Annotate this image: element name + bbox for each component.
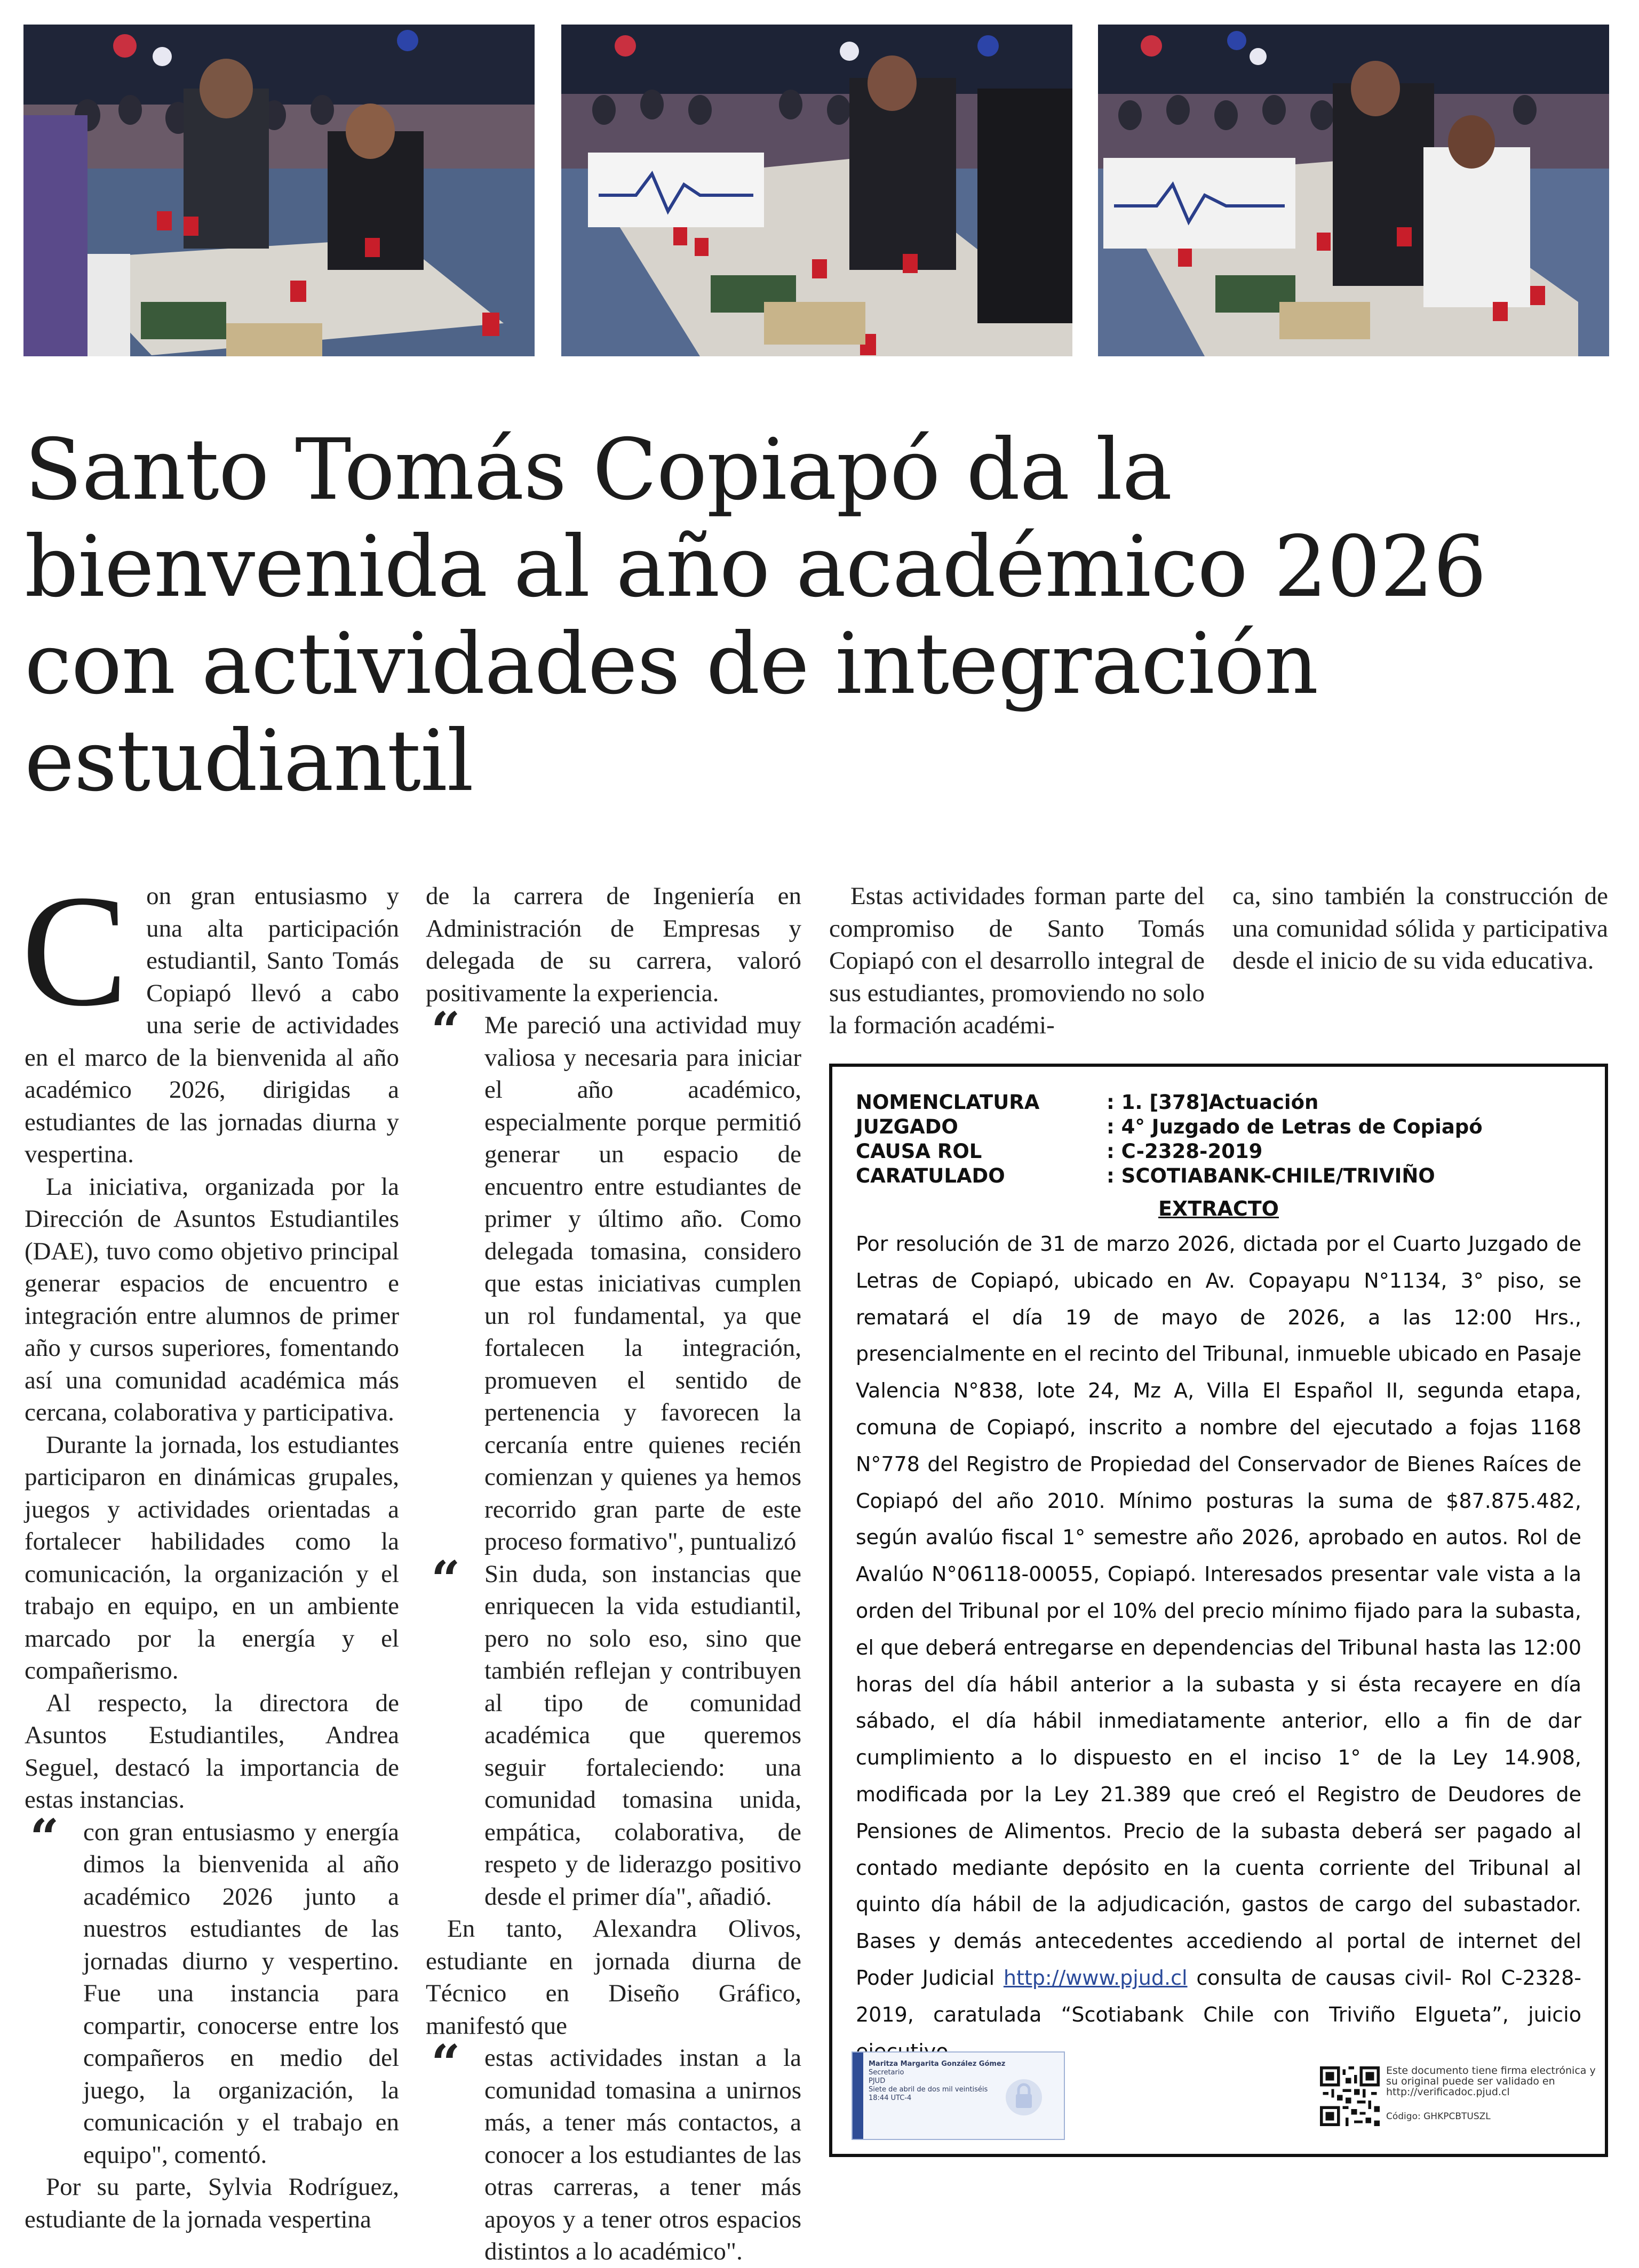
field-label: NOMENCLATURA: [856, 1091, 1040, 1114]
extract-body: Por resolución de 31 de marzo 2026, dictada por el Cuarto Juzgado de Letras de Copiapó, ubicado en Av. Copayapu N°1134, 3° piso, se rematará el día 19 de mayo de 2026, a las 12:00 Hrs., presencialmente en el recinto del Tribunal, inmueble ubicado en Pasaje Valencia N°838, lote 24, Mz A, Villa El Español II, segunda etapa, comuna de Copiapó, inscrito a nombre del ejecutado a fojas 1168 N°778 del Registro de Propiedad del Conservador de Bienes Raíces de Copiapó del año 2010. Mínimo posturas la suma de $87.875.482, según avalúo fiscal 1° semestre año 2026, aprobado en autos. Rol de Avalúo N°06118-00055, Copiapó. Interesados presentar vale vista a la orden del Tribunal por el 10% del precio mínimo fijado para la subasta, el que deberá entregarse en dependencias del Tribunal hasta las 12:00 horas del día hábil anterior a la subasta y si ésta recayere en día sábado, el día hábil inmediatamente anterior, ello a fin de dar cumplimiento a lo dispuesto en el inciso 1° de la Ley 14.908, modificada por la Ley 21.389 que creó el Registro de Deudores de Pensiones de Alimentos. Precio de la subasta deberá ser pagado al contado mediante depósito en la cuenta corriente del Tribunal al quinto día hábil de la adjudicación, gastos de cargo del subastador. Bases y demás antecedentes accediendo al portal de internet del Poder Judicial http://www.pjud.cl consulta de causas civil- Rol C-2328-2019, caratulada “Scotiabank Chile con Triviño Elgueta”, juicio: [856, 1232, 1581, 2026]
photo-1: [23, 25, 535, 356]
paragraph: ca, sino también la construcción de una comunidad sólida y participativa desde el inicio de su vida educativa.: [1232, 882, 1608, 975]
signer-org: PJUD: [869, 2077, 886, 2085]
photo-2: [561, 25, 1072, 356]
paragraph: Por su parte, Sylvia Rodríguez, estudiante de la jornada vespertina: [25, 2173, 399, 2233]
field-value: : 4° Juzgado de Letras de Copiapó: [1107, 1115, 1483, 1138]
quote-paragraph: “ con gran entusiasmo y energía dimos la bienvenida al año académico 2026 junto a nuestros estudiantes de las jornadas diurno y vespertino. Fue una instancia para compartir, conocerse entre los compañeros en medio del juego, la organización, la comunicación y el trabajo en equipo", comentó.: [30, 1808, 399, 2169]
field-value: : C-2328-2019: [1107, 1140, 1263, 1163]
field-label: JUZGADO: [856, 1115, 958, 1138]
quote-paragraph: “ Sin duda, son instancias que enriquecen la vida estudiantil, pero no solo eso, sino que también reflejan y contribuyen al tipo de comunidad académica que queremos seguir fortaleciendo: una comunidad tomasina unida, empática, colaborativa, de respeto y de liderazgo positivo desde el primer día", añadió.: [431, 1550, 801, 1911]
paragraph: de la carrera de Ingeniería en Administración de Empresas y delegada de su carrera, valoró positivamente la experiencia.: [426, 882, 801, 1007]
paragraph: Durante la jornada, los estudiantes participaron en dinámicas grupales, juegos y actividades orientadas a fortalecer habilidades como la comunicación, la organización y el trabajo en equipo, en un ambiente marcado por la energía y el compañerismo.: [25, 1431, 399, 1684]
legal-notice-header: [856, 1090, 1581, 1188]
paragraph: Al respecto, la directora de Asuntos Estudiantiles, Andrea Seguel, destacó la importancia de estas instancias.: [25, 1689, 399, 1814]
pjud-link[interactable]: http://www.pjud.cl: [1003, 1966, 1188, 1990]
electronic-signature-stamp: [852, 2051, 1065, 2140]
signer-name: Maritza Margarita González Gómez: [869, 2060, 1006, 2068]
signature-bar: [853, 2053, 863, 2139]
article-column-1: [21, 862, 399, 2235]
quote-paragraph: “ estas actividades instan a la comunidad tomasina a unirnos más, a tener más contactos, a conocer a los estudiantes de las otras carreras, a tener más apoyos y a tener otros espacios distintos a lo académico".: [431, 2034, 801, 2265]
photo-3: [1098, 25, 1609, 356]
signature-text: [869, 2060, 1005, 2103]
field-value: : 1. [378]Actuación: [1107, 1091, 1319, 1114]
extract-title: EXTRACTO: [1158, 1197, 1279, 1220]
quote-mark-icon: “: [431, 2034, 460, 2093]
signature-time: 18:44 UTC-4: [869, 2094, 912, 2102]
verification-code: Código: GHKPCBTUSZL: [1386, 2111, 1491, 2122]
verification-text: Este documento tiene firma electrónica y su original puede ser validado en http://verificadoc.pjud.cl: [1386, 2065, 1596, 2098]
quote-mark-icon: “: [431, 1550, 460, 1609]
signer-role: Secretario: [869, 2069, 904, 2077]
article-column-2: [426, 880, 801, 2268]
qr-code-icon[interactable]: [1320, 2066, 1380, 2126]
legal-notice-box: [829, 1064, 1608, 2157]
quote-paragraph: “ Me pareció una actividad muy valiosa y necesaria para iniciar el año académico, especialmente porque permitió generar un espacio de encuentro entre estudiantes de primer y último año. Como delegada tomasina, considero que estas iniciativas cumplen un rol fundamental, ya que fortalecen la integración, promueven el sentido de pertenencia y favorecen la cercanía entre quienes recién comienzan y quienes ya hemos recorrido gran parte de este proceso formativo", puntualizó: [431, 1001, 801, 1555]
quote-mark-icon: “: [30, 1808, 59, 1867]
paragraph: Estas actividades forman parte del compromiso de Santo Tomás Copiapó con el desarrollo integral de sus estudiantes, promoviendo no solo la formación académi-: [829, 882, 1205, 1039]
field-label: CAUSA ROL: [856, 1140, 982, 1163]
drop-cap: C: [21, 862, 129, 1039]
headline: Santo Tomás Copiapó da la bienvenida al año académico 2026 con actividades de integración estudiantil: [25, 421, 1486, 810]
lock-icon: [1005, 2074, 1043, 2117]
article-column-3: [829, 880, 1205, 1042]
field-label: CARATULADO: [856, 1164, 1005, 1187]
field-value: : SCOTIABANK-CHILE/TRIVIÑO: [1107, 1164, 1435, 1187]
signature-date: Siete de abril de dos mil veintiséis: [869, 2086, 988, 2094]
paragraph: En tanto, Alexandra Olivos, estudiante en jornada diurna de Técnico en Diseño Gráfico, manifestó que: [426, 1915, 801, 2040]
article-column-4: [1232, 880, 1608, 977]
paragraph: La iniciativa, organizada por la Dirección de Asuntos Estudiantiles (DAE), tuvo como objetivo principal generar espacios de encuentro e integración entre alumnos de primer año y cursos superiores, fomentando así una comunidad académica más cercana, colaborativa y participativa.: [25, 1172, 399, 1426]
lead-paragraph: Con gran entusiasmo y una alta participación estudiantil, Santo Tomás Copiapó llevó a cabo una serie de actividades en el marco de la bienvenida al año académico 2026, dirigidas a estudiantes de las jornadas diurna y vespertina.: [21, 862, 399, 1168]
quote-mark-icon: “: [431, 1001, 460, 1060]
